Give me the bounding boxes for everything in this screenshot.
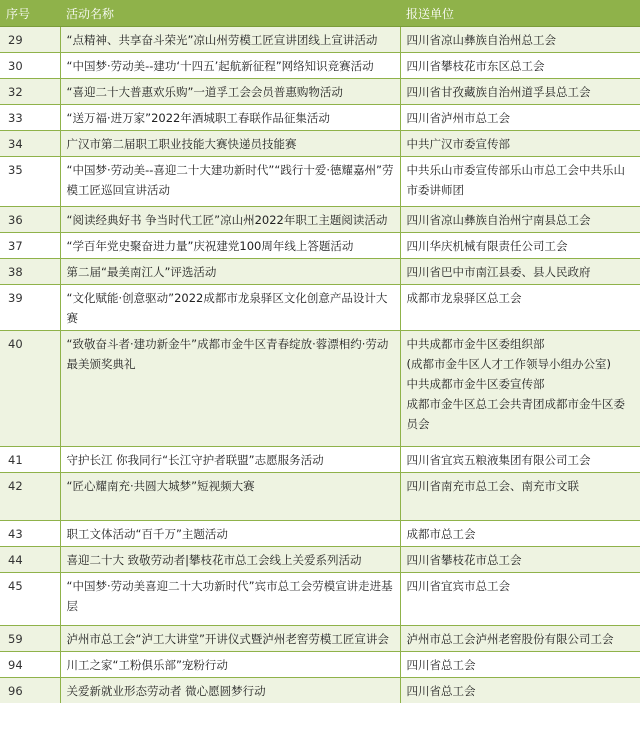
unit-line: 四川省巴中市南江县委、县人民政府: [406, 265, 591, 279]
row-number: 43: [0, 521, 60, 547]
table-row: [0, 473, 640, 521]
activity-name: 川工之家“工粉俱乐部”宠粉行动: [60, 652, 400, 678]
activity-name: “匠心耀南充·共圆大城梦”短视频大赛: [60, 473, 400, 521]
unit-line: 成都市金牛区总工会共青团成都市金牛区委员会: [406, 397, 625, 431]
header-submitting-unit: 报送单位: [400, 0, 640, 27]
submitting-unit: [400, 473, 640, 521]
submitting-unit: [400, 573, 640, 626]
table-row: [0, 447, 640, 473]
submitting-unit: [400, 207, 640, 233]
submitting-unit: [400, 131, 640, 157]
submitting-unit: [400, 521, 640, 547]
row-number: 36: [0, 207, 60, 233]
table-header-row: [0, 0, 640, 27]
row-number: 39: [0, 285, 60, 331]
unit-line: 中共成都市金牛区委组织部: [406, 337, 545, 351]
activity-name: “点精神、共享奋斗荣光”凉山州劳模工匠宣讲团线上宣讲活动: [60, 27, 400, 53]
table-body: [0, 27, 640, 704]
header-no: 序号: [0, 0, 60, 27]
unit-line: 四川省凉山彝族自治州宁南县总工会: [406, 213, 591, 227]
submitting-unit: [400, 105, 640, 131]
unit-line: 四川省总工会: [406, 684, 476, 698]
activity-name: “喜迎二十大普惠欢乐购”一道孚工会会员普惠购物活动: [60, 79, 400, 105]
unit-line: 四川省宜宾五粮液集团有限公司工会: [406, 453, 591, 467]
table-row: [0, 678, 640, 704]
row-number: 42: [0, 473, 60, 521]
unit-line: 四川省攀枝花市总工会: [406, 553, 522, 567]
unit-line: 四川华庆机械有限责任公司工会: [406, 239, 568, 253]
row-number: 45: [0, 573, 60, 626]
table-row: [0, 521, 640, 547]
unit-line: 四川省攀枝花市东区总工会: [406, 59, 545, 73]
table-row: [0, 285, 640, 331]
row-number: 38: [0, 259, 60, 285]
submitting-unit: [400, 53, 640, 79]
submitting-unit: [400, 331, 640, 447]
activity-name: 职工文体活动“百千万”主题活动: [60, 521, 400, 547]
table-row: [0, 53, 640, 79]
row-number: 30: [0, 53, 60, 79]
row-number: 35: [0, 157, 60, 207]
unit-line: 四川省甘孜藏族自治州道孚县总工会: [406, 85, 591, 99]
unit-line: 中共乐山市委宣传部乐山市总工会中共乐山市委讲师团: [406, 163, 625, 197]
row-number: 34: [0, 131, 60, 157]
row-number: 32: [0, 79, 60, 105]
submitting-unit: [400, 27, 640, 53]
activity-name: “阅读经典好书 争当时代工匠”凉山州2022年职工主题阅读活动: [60, 207, 400, 233]
unit-line: (成都市金牛区人才工作领导小组办公室): [406, 357, 611, 371]
submitting-unit: [400, 626, 640, 652]
activity-name: “送万福·进万家”2022年酒城职工春联作品征集活动: [60, 105, 400, 131]
table-row: [0, 207, 640, 233]
row-number: 33: [0, 105, 60, 131]
submitting-unit: [400, 157, 640, 207]
submitting-unit: [400, 233, 640, 259]
activity-name: “学百年党史聚奋进力量”庆祝建党100周年线上答题活动: [60, 233, 400, 259]
activity-name: “中国梦·劳动美--喜迎二十大建功新时代”“践行十爱·德耀嘉州”劳模工匠巡回宣讲活动: [60, 157, 400, 207]
row-number: 29: [0, 27, 60, 53]
row-number: 44: [0, 547, 60, 573]
unit-line: 中共广汉市委宣传部: [406, 137, 510, 151]
table-row: [0, 79, 640, 105]
activity-name: “中国梦·劳动美--建功‘十四五’起航新征程”网络知识竞赛活动: [60, 53, 400, 79]
submitting-unit: [400, 447, 640, 473]
activity-name: 广汉市第二届职工职业技能大赛快递员技能赛: [60, 131, 400, 157]
submitting-unit: [400, 79, 640, 105]
table-row: [0, 131, 640, 157]
activity-name: “文化赋能·创意驱动”2022成都市龙泉驿区文化创意产品设计大赛: [60, 285, 400, 331]
table-row: [0, 27, 640, 53]
submitting-unit: [400, 547, 640, 573]
table-row: [0, 157, 640, 207]
submitting-unit: [400, 678, 640, 704]
table-row: [0, 233, 640, 259]
unit-line: 四川省泸州市总工会: [406, 111, 510, 125]
activity-name: “中国梦·劳动美喜迎二十大功新时代”宾市总工会劳模宣讲走进基层: [60, 573, 400, 626]
row-number: 41: [0, 447, 60, 473]
header-activity-name: 活动名称: [60, 0, 400, 27]
table-row: [0, 259, 640, 285]
table-row: [0, 573, 640, 626]
submitting-unit: [400, 285, 640, 331]
table-row: [0, 105, 640, 131]
unit-line: 成都市总工会: [406, 527, 476, 541]
row-number: 59: [0, 626, 60, 652]
activity-name: 关爱新就业形态劳动者 微心愿圆梦行动: [60, 678, 400, 704]
unit-line: 泸州市总工会泸州老窖股份有限公司工会: [406, 632, 614, 646]
unit-line: 四川省凉山彝族自治州总工会: [406, 33, 556, 47]
table-row: [0, 626, 640, 652]
activity-name: 第二届“最美南江人”评选活动: [60, 259, 400, 285]
row-number: 37: [0, 233, 60, 259]
unit-line: 四川省总工会: [406, 658, 476, 672]
table-row: [0, 331, 640, 447]
activity-name: 守护长江 你我同行“长江守护者联盟”志愿服务活动: [60, 447, 400, 473]
activity-name: 喜迎二十大 致敬劳动者|攀枝花市总工会线上关爱系列活动: [60, 547, 400, 573]
row-number: 40: [0, 331, 60, 447]
activity-name: “致敬奋斗者·建功新金牛”成都市金牛区青春绽放·蓉漂相约·劳动最美颁奖典礼: [60, 331, 400, 447]
table-row: [0, 547, 640, 573]
table-row: [0, 652, 640, 678]
submitting-unit: [400, 652, 640, 678]
unit-line: 四川省南充市总工会、南充市文联: [406, 479, 579, 493]
activity-name: 泸州市总工会“泸工大讲堂”开讲仪式暨泸州老窖劳模工匠宣讲会: [60, 626, 400, 652]
unit-line: 四川省宜宾市总工会: [406, 579, 510, 593]
submitting-unit: [400, 259, 640, 285]
unit-line: 中共成都市金牛区委宣传部: [406, 377, 545, 391]
unit-line: 成都市龙泉驿区总工会: [406, 291, 522, 305]
row-number: 94: [0, 652, 60, 678]
row-number: 96: [0, 678, 60, 704]
